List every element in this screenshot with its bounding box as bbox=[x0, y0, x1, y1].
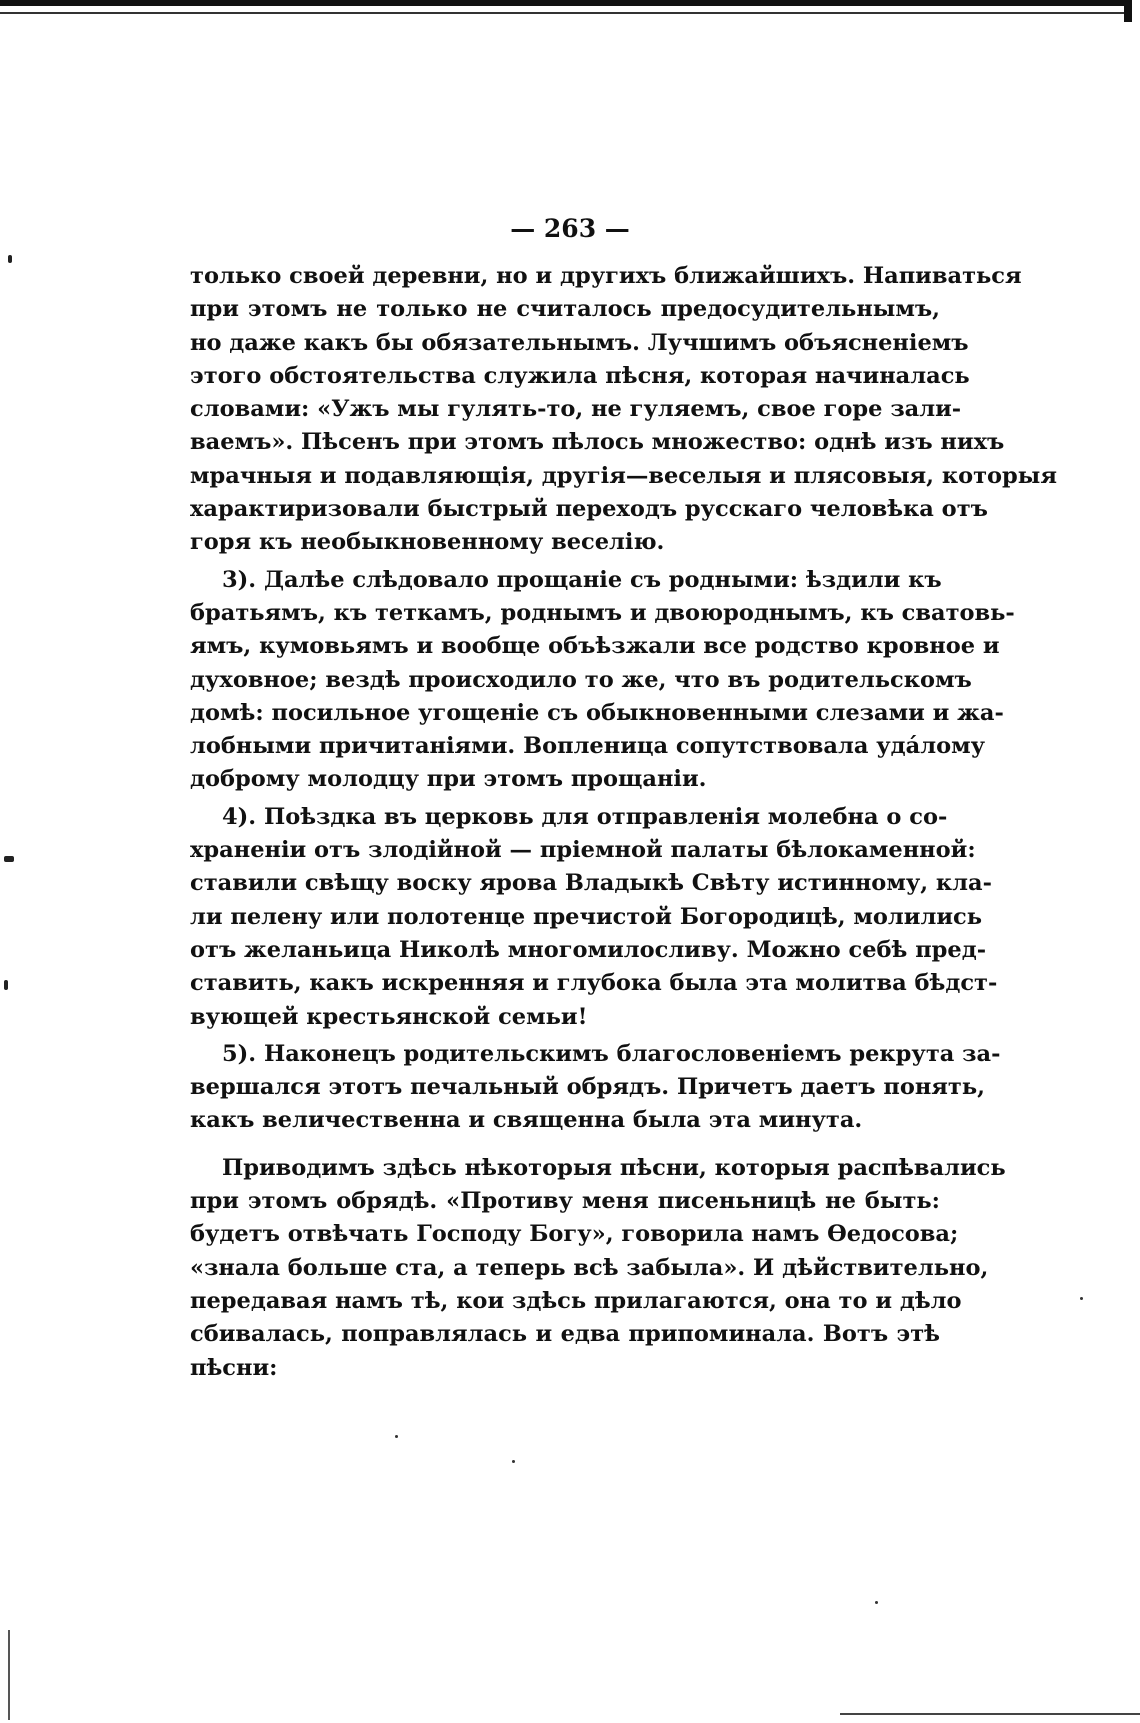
margin-mark bbox=[4, 856, 14, 862]
text-line: ставили свѣщу воску ярова Владыкѣ Свѣту истинному, кла- bbox=[190, 870, 992, 897]
text-line: братьямъ, къ теткамъ, роднымъ и двоюроднымъ, къ сватовь- bbox=[190, 599, 1015, 626]
paragraph-2 bbox=[190, 564, 1015, 797]
text-line: какъ величественна и священна была эта минута. bbox=[190, 1107, 863, 1134]
margin-mark bbox=[4, 980, 8, 990]
text-line: при этомъ обрядѣ. «Противу меня писеньницѣ не быть: bbox=[190, 1188, 940, 1215]
left-edge-shadow bbox=[8, 1630, 10, 1720]
text-line: отъ желаньица Николѣ многомилосливу. Можно себѣ пред- bbox=[190, 936, 987, 963]
text-line: ямъ, кумовьямъ и вообще объѣзжали все родство кровное и bbox=[190, 633, 1000, 660]
body-text bbox=[190, 260, 1057, 1385]
text-line: передавая намъ тѣ, кои здѣсь прилагаются, она то и дѣло bbox=[190, 1287, 962, 1314]
paragraph-5 bbox=[190, 1152, 1006, 1385]
text-line: будетъ отвѣчать Господу Богу», говорила намъ Ѳедосова; bbox=[190, 1221, 959, 1248]
text-line: духовное; вездѣ происходило то же, что въ родительскомъ bbox=[190, 666, 972, 693]
text-line: этого обстоятельства служила пѣсня, которая начиналась bbox=[190, 362, 970, 389]
text-line: ставить, какъ искренняя и глубока была эта молитва бѣдст- bbox=[190, 970, 998, 997]
top-border-rule bbox=[0, 0, 1132, 6]
text-line: пѣсни: bbox=[190, 1354, 278, 1381]
text-line: ли пелену или полотенце пречистой Богородицѣ, молились bbox=[190, 903, 983, 930]
text-line: при этомъ не только не считалось предосудительнымъ, bbox=[190, 296, 940, 323]
text-line: вершался этотъ печальный обрядъ. Причетъ даетъ понять, bbox=[190, 1074, 985, 1101]
text-line: домѣ: посильное угощеніе съ обыкновенными слезами и жа- bbox=[190, 699, 1004, 726]
margin-mark bbox=[8, 255, 12, 263]
paragraph-1 bbox=[190, 260, 1057, 560]
text-line: 4). Поѣздка въ церковь для отправленія молебна о со- bbox=[222, 803, 948, 830]
scan-speck bbox=[1080, 1297, 1083, 1300]
text-line: только своей деревни, но и другихъ ближайшихъ. Напиваться bbox=[190, 263, 1022, 289]
text-line: но даже какъ бы обязательнымъ. Лучшимъ объясненіемъ bbox=[190, 329, 969, 356]
bottom-border-rule bbox=[840, 1713, 1140, 1715]
text-line: характиризовали быстрый переходъ русскаго человѣка отъ bbox=[190, 496, 988, 523]
scan-speck bbox=[875, 1601, 878, 1604]
text-line: храненіи отъ злодійной — пріемной палаты бѣлокаменной: bbox=[190, 837, 976, 864]
text-line: 3). Далѣе слѣдовало прощаніе съ родными: ѣздили къ bbox=[222, 566, 942, 593]
text-line: ваемъ». Пѣсенъ при этомъ пѣлось множество: однѣ изъ нихъ bbox=[190, 429, 1005, 456]
top-corner-mark bbox=[1124, 0, 1132, 22]
text-line: доброму молодцу при этомъ прощаніи. bbox=[190, 766, 707, 793]
text-line: мрачныя и подавляющія, другія—веселыя и плясовыя, которыя bbox=[190, 462, 1057, 489]
paragraph-3 bbox=[190, 801, 998, 1034]
top-border-rule-thin bbox=[0, 12, 1132, 14]
text-line: 5). Наконецъ родительскимъ благословеніемъ рекрута за- bbox=[222, 1040, 1001, 1067]
paragraph-4 bbox=[190, 1038, 1001, 1138]
text-line: «знала больше ста, а теперь всѣ забыла». И дѣйствительно, bbox=[190, 1254, 989, 1281]
text-line: лобными причитаніями. Вопленица сопутствовала удáлому bbox=[190, 733, 986, 760]
text-line: горя къ необыкновенному веселію. bbox=[190, 529, 665, 556]
text-line: вующей крестьянской семьи! bbox=[190, 1003, 588, 1030]
scan-speck bbox=[395, 1435, 398, 1438]
scan-speck bbox=[512, 1460, 515, 1463]
text-line: Приводимъ здѣсь нѣкоторыя пѣсни, которыя распѣвались bbox=[222, 1154, 1006, 1181]
text-line: словами: «Ужъ мы гулять-то, не гуляемъ, свое горе зали- bbox=[190, 396, 962, 423]
page-number: — 263 — bbox=[510, 214, 630, 243]
text-line: сбивалась, поправлялась и едва припоминала. Вотъ этѣ bbox=[190, 1321, 940, 1348]
